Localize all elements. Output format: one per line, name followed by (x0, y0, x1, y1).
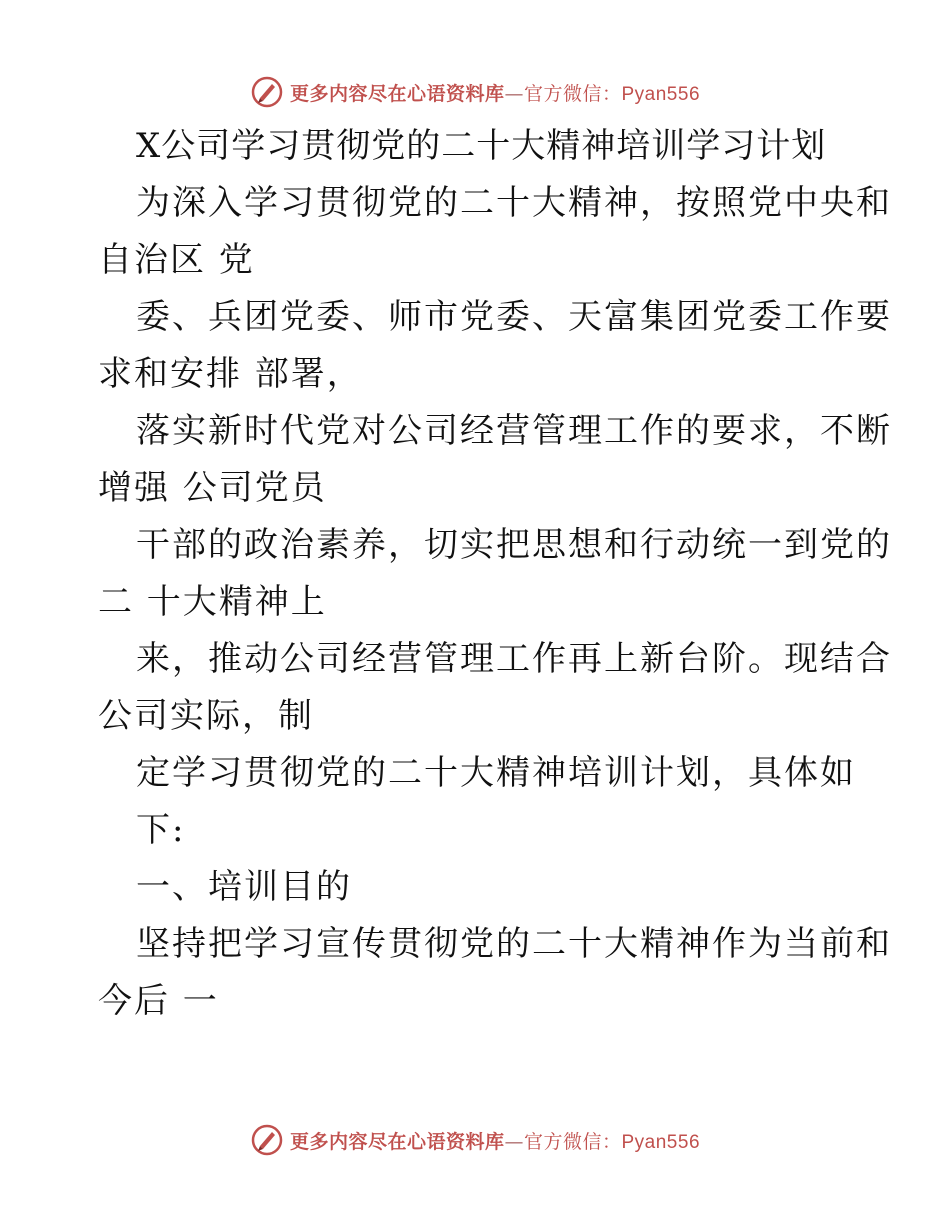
pen-logo-icon (250, 75, 284, 109)
document-line: 二 十大精神上 (98, 582, 327, 622)
document-line: 坚持把学习宣传贯彻党的二十大精神作为当前和 (136, 924, 892, 964)
document-line: 来，推动公司经营管理工作再上新台阶。现结合 (136, 639, 892, 679)
document-line: 公司实际，制 (98, 696, 314, 736)
watermark-wechat-label: 官方微信： (523, 1130, 622, 1153)
watermark-wechat-id: Pyan556 (621, 1131, 701, 1153)
document-line: 落实新时代党对公司经营管理工作的要求，不断 (136, 411, 892, 451)
watermark-separator: — (504, 82, 524, 105)
document-line: 定学习贯彻党的二十大精神培训计划，具体如 (136, 753, 856, 793)
header-watermark (0, 72, 950, 112)
document-line: 下: (136, 810, 186, 850)
footer-watermark (0, 1120, 950, 1160)
document-line: 干部的政治素养，切实把思想和行动统一到党的 (136, 525, 892, 565)
document-line: 委、兵团党委、师市党委、天富集团党委工作要 (136, 297, 892, 337)
watermark-wechat-label: 官方微信： (523, 82, 622, 105)
document-line: 一、培训目的 (136, 867, 352, 907)
document-line: 增强 公司党员 (98, 468, 327, 508)
watermark-separator: — (504, 1130, 524, 1153)
document-line: 为深入学习贯彻党的二十大精神，按照党中央和 (136, 183, 892, 223)
watermark-main-text: 更多内容尽在心语资料库 (289, 1130, 505, 1153)
document-line: 求和安排 部署， (98, 354, 363, 394)
document-title: X公司学习贯彻党的二十大精神培训学习计划 (136, 126, 827, 166)
document-line: 今后 一 (98, 981, 219, 1021)
watermark-wechat-id: Pyan556 (621, 83, 701, 105)
document-body (98, 126, 892, 1038)
document-line: 自治区 党 (98, 240, 255, 280)
watermark-main-text: 更多内容尽在心语资料库 (289, 82, 505, 105)
pen-logo-icon (250, 1123, 284, 1157)
